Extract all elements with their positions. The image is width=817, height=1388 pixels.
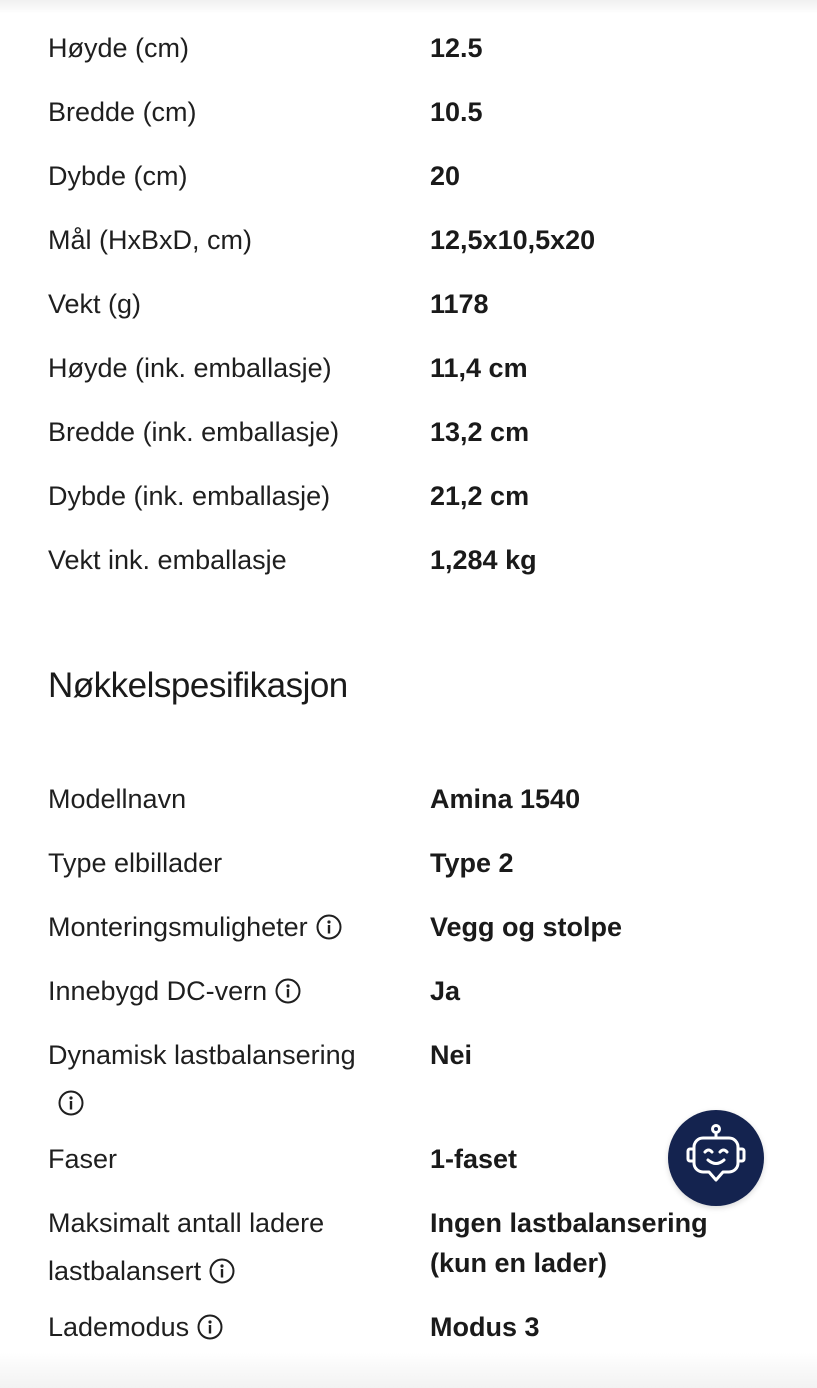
spec-value: 21,2 cm (430, 481, 530, 511)
spec-value: Nei (430, 1040, 473, 1070)
spec-label (48, 831, 430, 887)
spec-label (48, 1023, 430, 1127)
info-circle-icon[interactable] (316, 914, 342, 940)
spec-row (48, 80, 788, 144)
spec-label-text: Dynamisk lastbalansering (48, 1040, 356, 1070)
spec-label-text: Monteringsmuligheter (48, 912, 308, 942)
spec-row (48, 895, 788, 959)
key-specs-table (48, 767, 788, 1359)
spec-label: Dybde (ink. emballasje) (48, 481, 331, 511)
spec-label (48, 767, 430, 823)
spec-label: Vekt ink. emballasje (48, 545, 287, 575)
spec-row (48, 336, 788, 400)
spec-label: Mål (HxBxD, cm) (48, 225, 252, 255)
spec-value-text: (kun en lader) (430, 1248, 608, 1278)
spec-value: 13,2 cm (430, 417, 530, 447)
spec-value: 20 (430, 161, 461, 191)
spec-label: Dybde (cm) (48, 161, 188, 191)
spec-value: Vegg og stolpe (430, 912, 623, 942)
spec-value-text: Ingen lastbalansering (430, 1208, 708, 1238)
spec-value: Amina 1540 (430, 784, 581, 814)
spec-label-text: Lademodus (48, 1312, 190, 1342)
spec-label (48, 1295, 430, 1351)
section-title: Nøkkelspesifikasjon (48, 666, 348, 705)
spec-value: 10.5 (430, 97, 483, 127)
spec-value: 11,4 cm (430, 353, 528, 383)
spec-row (48, 1191, 788, 1295)
spec-label: Høyde (ink. emballasje) (48, 353, 332, 383)
spec-row (48, 528, 788, 592)
spec-row (48, 464, 788, 528)
spec-label-text: Faser (48, 1144, 118, 1174)
spec-label (48, 1127, 430, 1183)
spec-value: 1-faset (430, 1144, 518, 1174)
spec-label: Høyde (cm) (48, 33, 189, 63)
spec-label-text: Modellnavn (48, 784, 187, 814)
spec-value: 1,284 kg (430, 545, 537, 575)
spec-row (48, 767, 788, 831)
spec-value (430, 1191, 788, 1283)
spec-row (48, 16, 788, 80)
chat-assistant-button[interactable] (668, 1110, 764, 1206)
spec-row (48, 1295, 788, 1359)
spec-row (48, 144, 788, 208)
spec-row (48, 208, 788, 272)
spec-value: 1178 (430, 289, 489, 319)
info-circle-icon[interactable] (197, 1314, 223, 1340)
spec-label-text: lastbalansert (48, 1256, 202, 1286)
dimensions-table (48, 16, 788, 592)
spec-value: Ja (430, 976, 461, 1006)
spec-value: 12,5x10,5x20 (430, 225, 596, 255)
spec-label (48, 895, 430, 951)
spec-label (48, 1191, 430, 1295)
info-circle-icon[interactable] (209, 1258, 235, 1284)
bottom-shade (0, 1352, 817, 1388)
info-circle-icon[interactable] (275, 978, 301, 1004)
spec-label-text: Innebygd DC-vern (48, 976, 268, 1006)
spec-row (48, 400, 788, 464)
spec-row (48, 272, 788, 336)
spec-row (48, 831, 788, 895)
robot-chat-icon (685, 1123, 747, 1194)
info-circle-icon[interactable] (58, 1090, 84, 1116)
spec-label: Vekt (g) (48, 289, 142, 319)
spec-label-text: Maksimalt antall ladere (48, 1208, 325, 1238)
spec-label (48, 959, 430, 1015)
top-shade (0, 0, 817, 14)
spec-value: Type 2 (430, 848, 514, 878)
spec-value: 12.5 (430, 33, 483, 63)
spec-label: Bredde (cm) (48, 97, 197, 127)
spec-row (48, 1023, 788, 1127)
spec-label-text: Type elbillader (48, 848, 223, 878)
spec-value: Modus 3 (430, 1312, 540, 1342)
spec-row (48, 959, 788, 1023)
spec-label: Bredde (ink. emballasje) (48, 417, 340, 447)
